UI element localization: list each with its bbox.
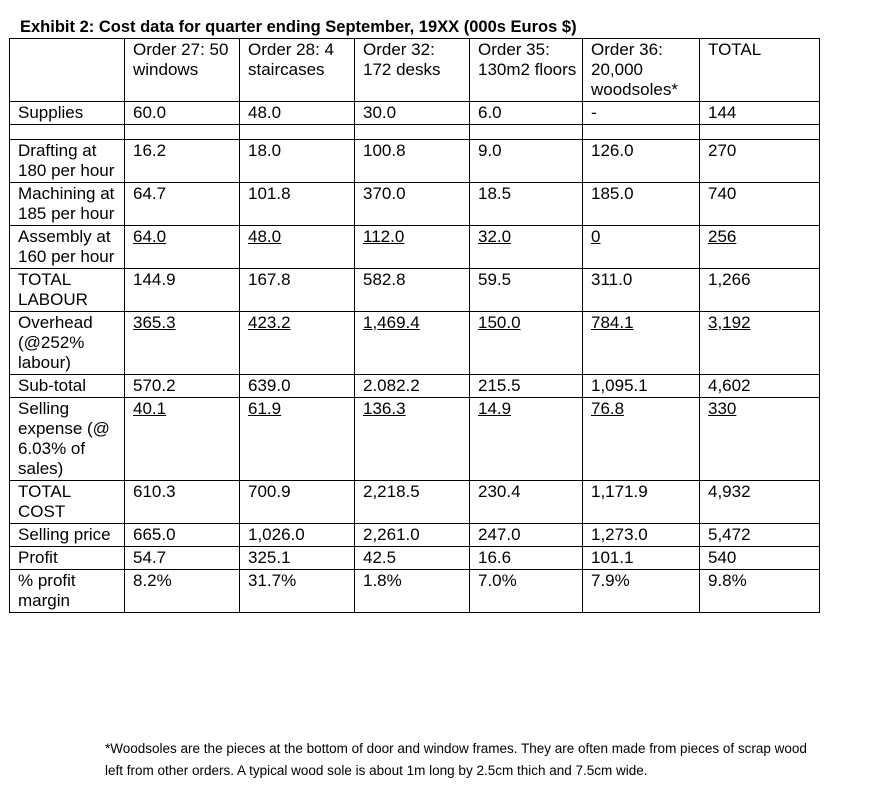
table-cell: 100.8 <box>355 140 470 183</box>
table-cell: 9.8% <box>700 570 820 613</box>
table-cell: 31.7% <box>240 570 355 613</box>
table-cell: 5,472 <box>700 524 820 547</box>
spacer-cell <box>10 125 125 140</box>
table-cell: 48.0 <box>240 226 355 269</box>
table-cell: 64.0 <box>125 226 240 269</box>
table-cell: 247.0 <box>470 524 583 547</box>
table-cell: 4,932 <box>700 481 820 524</box>
table-cell: 112.0 <box>355 226 470 269</box>
table-cell: 126.0 <box>583 140 700 183</box>
row-label: Sub-total <box>10 375 125 398</box>
table-cell: 101.8 <box>240 183 355 226</box>
table-cell: 1,266 <box>700 269 820 312</box>
spacer-cell <box>583 125 700 140</box>
exhibit-title: Exhibit 2: Cost data for quarter ending September, 19XX (000s Euros $) <box>20 18 577 36</box>
table-row-total-labour <box>10 269 820 312</box>
cost-data-table <box>9 38 820 613</box>
table-row-margin <box>10 570 820 613</box>
table-cell: 16.6 <box>470 547 583 570</box>
header-order-36: Order 36: 20,000 woodsoles* <box>583 39 700 102</box>
table-row-assembly <box>10 226 820 269</box>
table-cell: 1.8% <box>355 570 470 613</box>
table-cell: 3,192 <box>700 312 820 375</box>
table-row-drafting <box>10 140 820 183</box>
header-cell-blank <box>10 39 125 102</box>
spacer-cell <box>470 125 583 140</box>
row-label: % profit margin <box>10 570 125 613</box>
table-cell: 330 <box>700 398 820 481</box>
table-cell: 570.2 <box>125 375 240 398</box>
row-label: Assembly at 160 per hour <box>10 226 125 269</box>
row-label: Drafting at 180 per hour <box>10 140 125 183</box>
row-label: Profit <box>10 547 125 570</box>
table-cell: 18.5 <box>470 183 583 226</box>
table-cell: 540 <box>700 547 820 570</box>
table-row-profit <box>10 547 820 570</box>
table-cell: 167.8 <box>240 269 355 312</box>
table-cell: 215.5 <box>470 375 583 398</box>
table-cell: 1,026.0 <box>240 524 355 547</box>
spacer-cell <box>355 125 470 140</box>
table-cell: 740 <box>700 183 820 226</box>
table-cell: 639.0 <box>240 375 355 398</box>
table-header-row <box>10 39 820 102</box>
table-cell: 1,273.0 <box>583 524 700 547</box>
spacer-cell <box>700 125 820 140</box>
table-cell: 256 <box>700 226 820 269</box>
table-cell: 2,261.0 <box>355 524 470 547</box>
table-cell: 365.3 <box>125 312 240 375</box>
header-order-27: Order 27: 50 windows <box>125 39 240 102</box>
table-cell: 61.9 <box>240 398 355 481</box>
table-row-selling-price <box>10 524 820 547</box>
table-cell: 700.9 <box>240 481 355 524</box>
header-total: TOTAL <box>700 39 820 102</box>
table-cell: 1,469.4 <box>355 312 470 375</box>
table-cell: 60.0 <box>125 102 240 125</box>
footnote: *Woodsoles are the pieces at the bottom of door and window frames. They are often made from pieces of scrap wood left from other orders. A typical wood sole is about 1m long by 2.5cm thich and 7.5cm wide. <box>105 741 807 778</box>
row-label: Machining at 185 per hour <box>10 183 125 226</box>
table-cell: 30.0 <box>355 102 470 125</box>
header-order-28: Order 28: 4 staircases <box>240 39 355 102</box>
table-cell: 311.0 <box>583 269 700 312</box>
spacer-cell <box>240 125 355 140</box>
table-row-subtotal <box>10 375 820 398</box>
table-row-spacer <box>10 125 820 140</box>
header-order-32: Order 32: 172 desks <box>355 39 470 102</box>
table-cell: 6.0 <box>470 102 583 125</box>
table-cell: 144.9 <box>125 269 240 312</box>
header-order-35: Order 35: 130m2 floors <box>470 39 583 102</box>
table-cell: 1,095.1 <box>583 375 700 398</box>
table-row-machining <box>10 183 820 226</box>
table-cell: 270 <box>700 140 820 183</box>
table-cell: 7.9% <box>583 570 700 613</box>
table-cell: 76.8 <box>583 398 700 481</box>
table-cell: 185.0 <box>583 183 700 226</box>
row-label: TOTAL LABOUR <box>10 269 125 312</box>
table-cell: 7.0% <box>470 570 583 613</box>
table-cell: 4,602 <box>700 375 820 398</box>
table-cell: 64.7 <box>125 183 240 226</box>
table-cell: 610.3 <box>125 481 240 524</box>
table-cell: 40.1 <box>125 398 240 481</box>
table-row-supplies <box>10 102 820 125</box>
table-cell: 9.0 <box>470 140 583 183</box>
table-cell: 0 <box>583 226 700 269</box>
table-cell: 2.082.2 <box>355 375 470 398</box>
row-label: Selling expense (@ 6.03% of sales) <box>10 398 125 481</box>
table-cell: 423.2 <box>240 312 355 375</box>
table-cell: 16.2 <box>125 140 240 183</box>
table-cell: 42.5 <box>355 547 470 570</box>
table-cell: 230.4 <box>470 481 583 524</box>
row-label: Overhead (@252% labour) <box>10 312 125 375</box>
table-cell: 150.0 <box>470 312 583 375</box>
table-cell: 582.8 <box>355 269 470 312</box>
table-row-selling-expense <box>10 398 820 481</box>
table-cell: 665.0 <box>125 524 240 547</box>
table-row-total-cost <box>10 481 820 524</box>
table-cell: 8.2% <box>125 570 240 613</box>
table-cell: 59.5 <box>470 269 583 312</box>
table-cell: 101.1 <box>583 547 700 570</box>
row-label: Selling price <box>10 524 125 547</box>
table-cell: 2,218.5 <box>355 481 470 524</box>
spacer-cell <box>125 125 240 140</box>
table-cell: 325.1 <box>240 547 355 570</box>
row-label: Supplies <box>10 102 125 125</box>
table-cell: 1,171.9 <box>583 481 700 524</box>
row-label: TOTAL COST <box>10 481 125 524</box>
table-cell: 14.9 <box>470 398 583 481</box>
table-cell: 136.3 <box>355 398 470 481</box>
table-cell: 32.0 <box>470 226 583 269</box>
table-cell: 370.0 <box>355 183 470 226</box>
table-cell: 48.0 <box>240 102 355 125</box>
table-cell: 54.7 <box>125 547 240 570</box>
table-cell: 784.1 <box>583 312 700 375</box>
table-row-overhead <box>10 312 820 375</box>
table-cell: 18.0 <box>240 140 355 183</box>
table-cell: - <box>583 102 700 125</box>
table-cell: 144 <box>700 102 820 125</box>
